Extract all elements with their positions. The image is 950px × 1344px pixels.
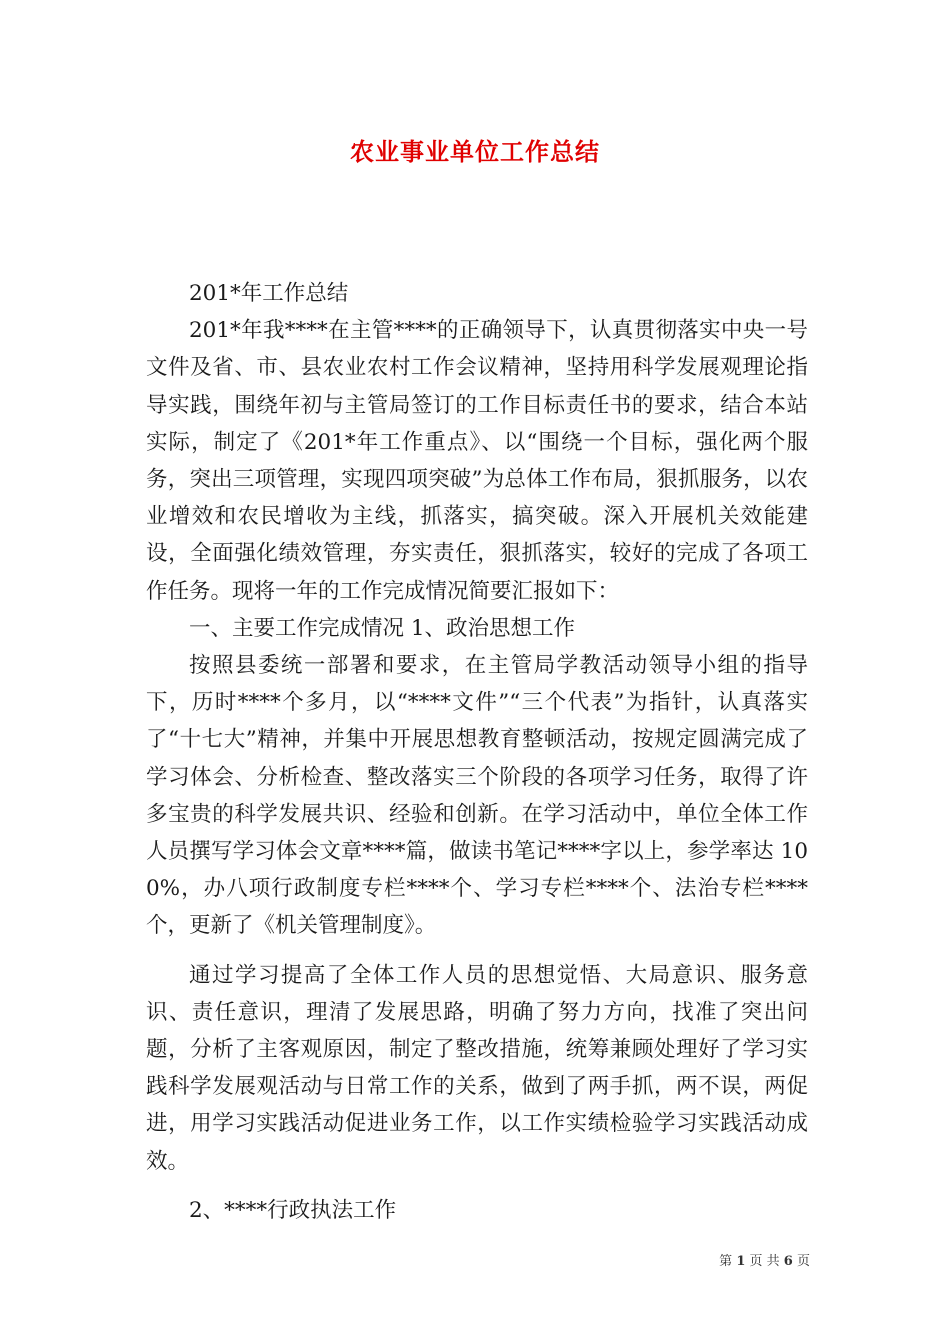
paragraph-political-work: 按照县委统一部署和要求，在主管局学教活动领导小组的指导下，历时****个多月，以“****文件”“三个代表”为指针，认真落实了“十七大”精神，并集中开展思想教育整顿活动，按规定圆满完成了学习体会、分析检查、整改落实三个阶段的各项学习任务，取得了许多宝贵的科学发展共识、经验和创新。在学习活动中，单位全体工作人员撰写学习体会文章****篇，做读书笔记****字以上，参学率达 100%，办八项行政制度专栏****个、学习专栏****个、法治专栏****个，更新了《机关管理制度》。 — [146, 653, 808, 939]
paragraph-heading-year-summary: 201*年工作总结 — [189, 281, 349, 306]
paragraph-learning-results: 通过学习提高了全体工作人员的思想觉悟、大局意识、服务意识、责任意识，理清了发展思路，明确了努力方向，找准了突出问题，分析了主客观原因，制定了整改措施，统筹兼顾处理好了学习实践科学发展观活动与日常工作的关系，做到了两手抓，两不误，两促进，用学习实践活动促进业务工作，以工作实绩检验学习实践活动成效。 — [146, 962, 808, 1174]
footer-prefix: 第 — [719, 1254, 733, 1269]
footer-total-pages: 6 — [783, 1254, 793, 1269]
footer-current-page: 1 — [736, 1254, 746, 1269]
document-body — [146, 275, 808, 1229]
footer-middle: 页 共 — [749, 1254, 780, 1269]
paragraph-section-one-heading: 一、主要工作完成情况 1、政治思想工作 — [189, 615, 576, 641]
paragraph-intro: 201*年我****在主管****的正确领导下，认真贯彻落实中央一号文件及省、市、县农业农村工作会议精神，坚持用科学发展观理论指导实践，围绕年初与主管局签订的工作目标责任书的要求，结合本站实际，制定了《201*年工作重点》、以“围绕一个目标，强化两个服务，突出三项管理，实现四项突破”为总体工作布局，狠抓服务，以农业增效和农民增收为主线，抓落实，搞突破。深入开展机关效能建设，全面强化绩效管理，夯实责任，狠抓落实，较好的完成了各项工作任务。现将一年的工作完成情况简要汇报如下： — [146, 318, 808, 604]
footer-suffix: 页 — [796, 1254, 810, 1269]
page-number-footer — [719, 1250, 810, 1269]
paragraph-law-enforcement-heading: 2、****行政执法工作 — [189, 1197, 397, 1223]
document-title: 农业事业单位工作总结 — [350, 138, 600, 166]
